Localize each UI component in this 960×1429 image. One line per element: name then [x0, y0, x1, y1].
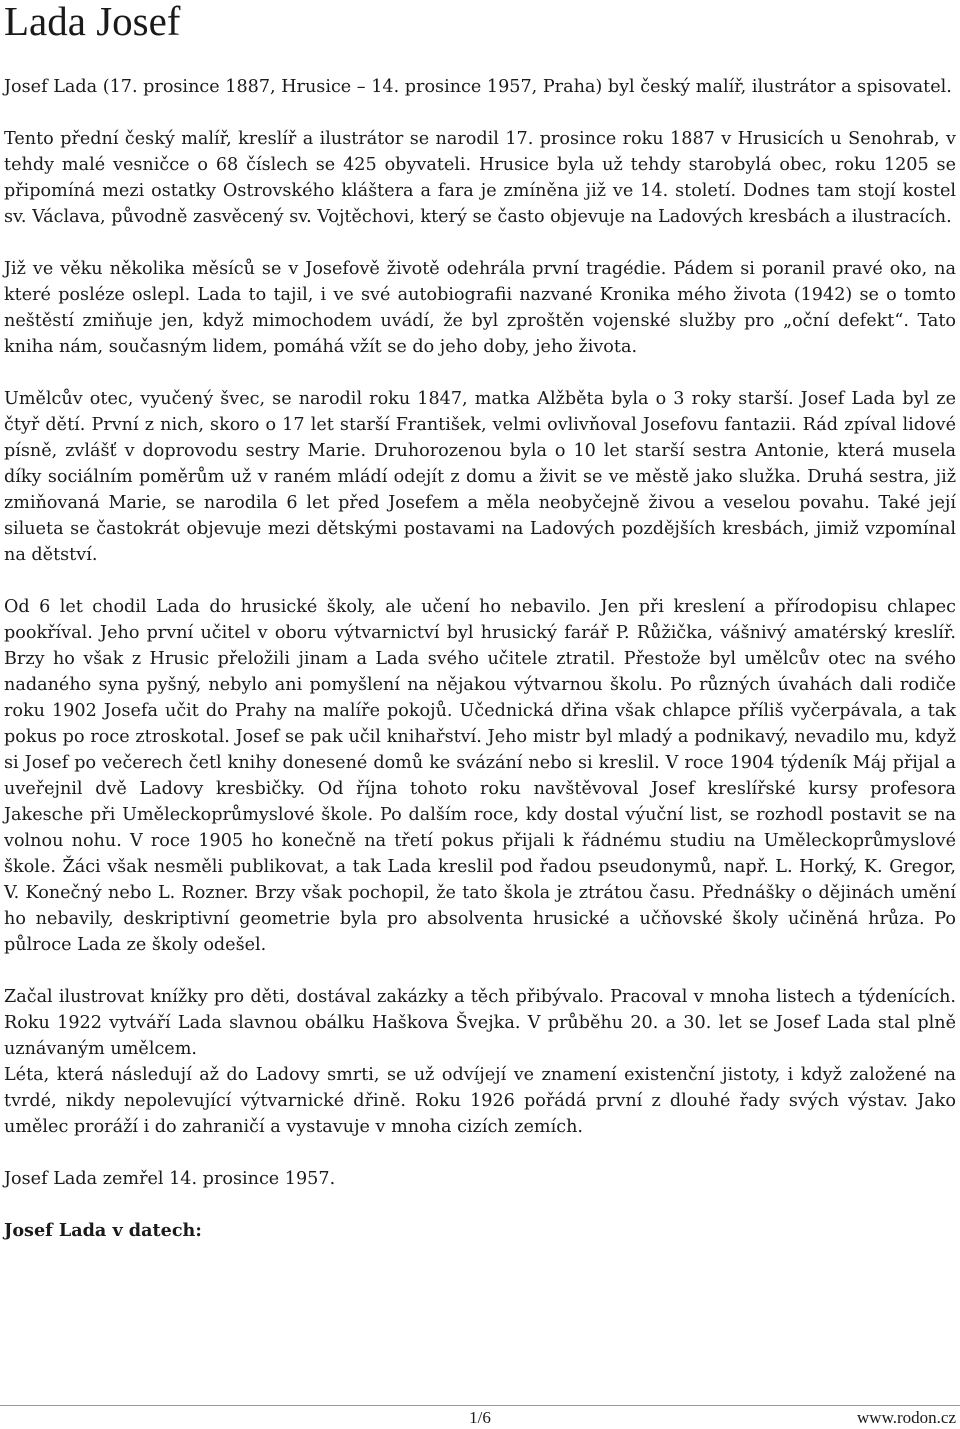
paragraph-education: Od 6 let chodil Lada do hrusické školy, ale učení ho nebavilo. Jen při kreslení a přírodopisu chlapec pookříval. Jeho první učitel v oboru výtvarnictví byl hrusický farář P. Růžička, vášnivý amatérský kreslíř. Brzy ho však z Hrusic přeložili jinam a Lada svého učitele ztratil. Přestože byl umělcův otec na svého nadaného syna pyšný, nebylo ani pomyšlení na nějakou výtvarnou školu. Po různých úvahách dali rodiče roku 1902 Josefa učit do Prahy na malíře pokojů. Učednická dřina však chlapce příliš vyčerpávala, a tak pokus po roce ztroskotal. Josef se pak učil knihařství. Jeho mistr byl mladý a podnikavý, nevadilo mu, když si Josef po večerech četl knihy donesené domů ke svázání nebo si kreslil. V roce 1904 týdeník Máj přijal a uveřejnil dvě Ladovy kresbičky. Od října tohoto roku navštěvoval Josef kreslířské kursy profesora Jakesche při Uměleckoprůmyslové škole. Po dalším roce, kdy dostal výuční list, se rozhodl postavit se na volnou nohu. V roce 1905 ho konečně na třetí pokus přijali k řádnému studiu na Uměleckoprůmyslové škole. Žáci však nesměli publikovat, a tak Lada kreslil pod řadou pseudonymů, např. L. Horký, K. Gregor, V. Konečný nebo L. Rozner. Brzy však pochopil, že tato škola je ztrátou času. Přednášky o dějinách umění ho nebavily, deskriptivní geometrie byla pro absolventa hrusické a učňovské školy učiněná hrůza. Po půlroce Lada ze školy odešel. [4, 597, 956, 955]
page-number: 1/6 [469, 1408, 491, 1427]
website-link[interactable]: www.rodon.cz [857, 1408, 956, 1427]
paragraph-later-years: Léta, která následují až do Ladovy smrti, se už odvíjejí ve znamení existenční jistoty, i když založené na tvrdé, nikdy nepolevující výtvarnické dřině. Roku 1926 pořádá první z dlouhé řady svých výstav. Jako umělec proráží i do zahraničí a vystavuje v mnoha cizích zemích. [4, 1065, 956, 1137]
paragraph-family: Umělcův otec, vyučený švec, se narodil roku 1847, matka Alžběta byla o 3 roky starší. Josef Lada byl ze čtyř dětí. První z nich, skoro o 17 let starší František, velmi ovlivňoval Josefovu fantazii. Rád zpíval lidové písně, zvlášť v doprovodu sestry Marie. Druhorozenou byla o 10 let starší sestra Antonie, která musela díky sociálním poměrům už v raném mládí odejít z domu a živit se ve městě jako služka. Druhá sestra, již zmiňovaná Marie, se narodila 6 let před Josefem a měla neobyčejně živou a veselou povahu. Také její silueta se častokrát objevuje mezi dětskými postavami na Ladových pozdějších kresbách, jimiž vzpomínal na dětství. [4, 389, 956, 565]
article-body [4, 74, 956, 1270]
footer-divider [0, 1405, 960, 1406]
paragraph-birth: Tento přední český malíř, kreslíř a ilustrátor se narodil 17. prosince roku 1887 v Hrusicích u Senohrab, v tehdy malé vesničce o 68 číslech se 425 obyvateli. Hrusice byla už tehdy starobylá obec, roku 1205 se připomíná mezi ostatky Ostrovského kláštera a fara je zmíněna již ve 14. století. Dodnes tam stojí kostel sv. Václava, původně zasvěcený sv. Vojtěchovi, který se často objevuje na Ladových kresbách a ilustracích. [4, 129, 956, 227]
paragraph-career: Začal ilustrovat knížky pro děti, dostával zakázky a těch přibývalo. Pracoval v mnoha listech a týdenících. Roku 1922 vytváří Lada slavnou obálku Haškova Švejka. V průběhu 20. a 30. let se Josef Lada stal plně uznávaným umělcem. [4, 987, 956, 1059]
section-heading: Josef Lada v datech: [4, 1220, 202, 1241]
paragraph-intro: Josef Lada (17. prosince 1887, Hrusice – 14. prosince 1957, Praha) byl český malíř, ilustrátor a spisovatel. [4, 77, 952, 97]
paragraph-death: Josef Lada zemřel 14. prosince 1957. [4, 1169, 336, 1189]
page-title: Lada Josef [4, 0, 181, 44]
paragraph-childhood-injury: Již ve věku několika měsíců se v Josefově životě odehrála první tragédie. Pádem si poranil pravé oko, na které posléze oslepl. Lada to tajil, i ve své autobiografii nazvané Kronika mého života (1942) se o tomto neštěstí zmiňuje jen, když mimochodem uvádí, že byl zproštěn vojenské služby pro „oční defekt“. Tato kniha nám, současným lidem, pomáhá vžít se do jeho doby, jeho života. [4, 259, 956, 357]
